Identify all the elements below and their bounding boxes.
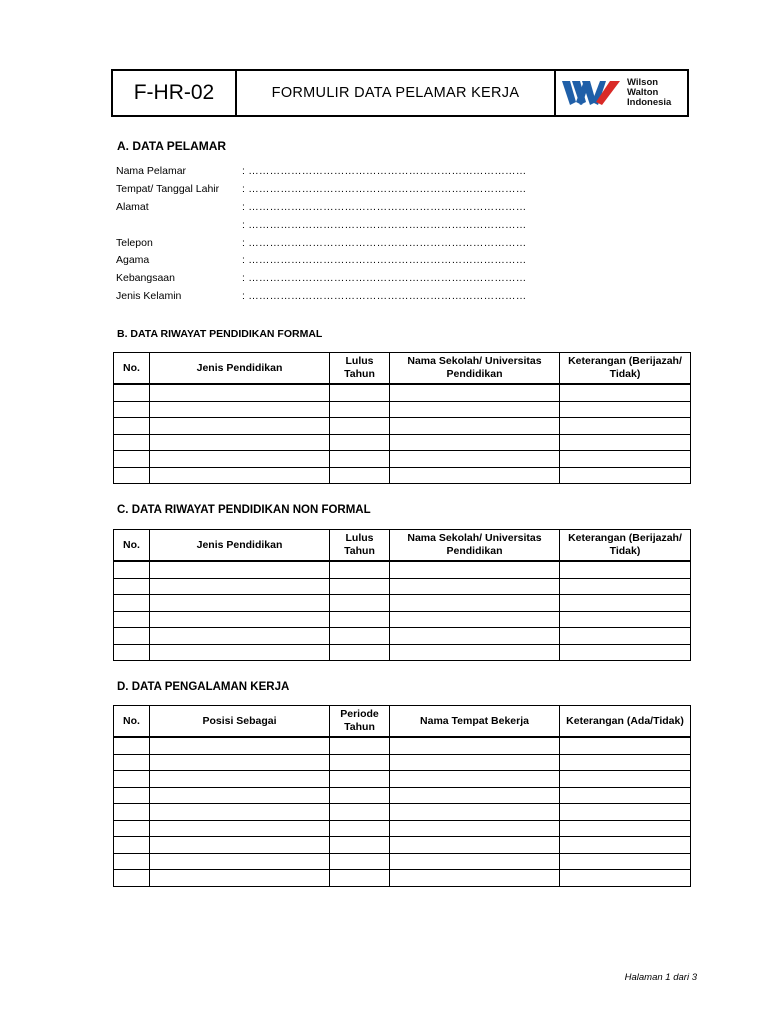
table-cell[interactable] <box>330 737 390 754</box>
column-header: Keterangan (Berijazah/ Tidak) <box>560 530 691 562</box>
form-title: FORMULIR DATA PELAMAR KERJA <box>237 71 556 115</box>
table-cell[interactable] <box>330 837 390 854</box>
table-cell[interactable] <box>390 384 560 401</box>
table-cell[interactable] <box>150 561 330 578</box>
table-row <box>114 384 691 401</box>
table-row <box>114 595 691 612</box>
section-a-title: A. DATA PELAMAR <box>117 139 227 153</box>
table-cell[interactable] <box>390 595 560 612</box>
column-header: Lulus Tahun <box>330 530 390 562</box>
table-cell[interactable] <box>390 451 560 468</box>
wilson-walton-logo-icon <box>562 78 624 108</box>
table-cell[interactable] <box>560 418 691 435</box>
table-cell[interactable] <box>390 644 560 661</box>
table-cell[interactable] <box>330 434 390 451</box>
table-cell[interactable] <box>330 870 390 887</box>
work-experience-table <box>113 705 691 887</box>
column-header: Posisi Sebagai <box>150 706 330 738</box>
table-cell[interactable] <box>330 595 390 612</box>
table-cell[interactable] <box>390 754 560 771</box>
table-cell[interactable] <box>560 804 691 821</box>
column-header: No. <box>114 353 150 385</box>
table-cell[interactable] <box>114 595 150 612</box>
table-header-row <box>114 706 691 738</box>
column-header: Nama Tempat Bekerja <box>390 706 560 738</box>
table-cell[interactable] <box>560 853 691 870</box>
field-label: Kebangsaan <box>116 272 175 285</box>
table-cell[interactable] <box>150 644 330 661</box>
table-cell[interactable] <box>114 644 150 661</box>
education-formal-table <box>113 352 691 484</box>
table-cell[interactable] <box>150 384 330 401</box>
table-cell[interactable] <box>330 628 390 645</box>
table-cell[interactable] <box>114 418 150 435</box>
table-cell[interactable] <box>560 401 691 418</box>
table-cell[interactable] <box>114 787 150 804</box>
table-cell[interactable] <box>330 578 390 595</box>
table-cell[interactable] <box>150 804 330 821</box>
field-label: Tempat/ Tanggal Lahir <box>116 182 220 195</box>
table-row <box>114 870 691 887</box>
table-cell[interactable] <box>114 578 150 595</box>
table-cell[interactable] <box>114 820 150 837</box>
table-cell[interactable] <box>390 853 560 870</box>
logo-text: Wilson Walton Indonesia <box>627 77 672 108</box>
table-cell[interactable] <box>560 644 691 661</box>
table-cell[interactable] <box>150 820 330 837</box>
column-header: Keterangan (Berijazah/ Tidak) <box>560 353 691 385</box>
table-header-row <box>114 353 691 385</box>
table-cell[interactable] <box>390 837 560 854</box>
table-header-row <box>114 530 691 562</box>
table-cell[interactable] <box>560 628 691 645</box>
table-row <box>114 771 691 788</box>
table-cell[interactable] <box>390 820 560 837</box>
section-c-title: C. DATA RIWAYAT PENDIDIKAN NON FORMAL <box>117 504 371 516</box>
table-cell[interactable] <box>560 467 691 484</box>
table-cell[interactable] <box>390 561 560 578</box>
field-input-line[interactable]: : …………………………………………………………………… <box>242 182 527 195</box>
table-row <box>114 820 691 837</box>
education-nonformal-table <box>113 529 691 661</box>
table-cell[interactable] <box>330 611 390 628</box>
table-row <box>114 837 691 854</box>
table-cell[interactable] <box>330 418 390 435</box>
table-cell[interactable] <box>330 853 390 870</box>
table-cell[interactable] <box>560 611 691 628</box>
table-cell[interactable] <box>330 401 390 418</box>
field-input-line[interactable]: : …………………………………………………………………… <box>242 236 527 249</box>
table-cell[interactable] <box>114 737 150 754</box>
column-header: Lulus Tahun <box>330 353 390 385</box>
table-cell[interactable] <box>150 853 330 870</box>
table-cell[interactable] <box>390 611 560 628</box>
table-cell[interactable] <box>390 467 560 484</box>
table-cell[interactable] <box>390 737 560 754</box>
table-cell[interactable] <box>390 771 560 788</box>
table-cell[interactable] <box>560 578 691 595</box>
column-header: No. <box>114 530 150 562</box>
field-input-line[interactable]: : …………………………………………………………………… <box>242 218 527 231</box>
company-logo <box>556 71 687 115</box>
table-cell[interactable] <box>150 611 330 628</box>
table-cell[interactable] <box>330 820 390 837</box>
form-header <box>111 69 689 117</box>
table-cell[interactable] <box>390 578 560 595</box>
table-cell[interactable] <box>114 451 150 468</box>
section-b-title: B. DATA RIWAYAT PENDIDIKAN FORMAL <box>117 328 323 340</box>
table-cell[interactable] <box>560 870 691 887</box>
table-cell[interactable] <box>560 451 691 468</box>
table-cell[interactable] <box>560 787 691 804</box>
table-cell[interactable] <box>114 401 150 418</box>
table-cell[interactable] <box>114 754 150 771</box>
table-cell[interactable] <box>560 561 691 578</box>
table-row <box>114 451 691 468</box>
field-input-line[interactable]: : …………………………………………………………………… <box>242 272 527 285</box>
table-cell[interactable] <box>390 787 560 804</box>
field-label: Agama <box>116 254 150 267</box>
table-cell[interactable] <box>330 771 390 788</box>
table-cell[interactable] <box>150 467 330 484</box>
table-cell[interactable] <box>560 384 691 401</box>
table-cell[interactable] <box>150 401 330 418</box>
table-row <box>114 853 691 870</box>
table-cell[interactable] <box>114 853 150 870</box>
table-cell[interactable] <box>390 434 560 451</box>
table-cell[interactable] <box>150 837 330 854</box>
field-input-line[interactable]: : …………………………………………………………………… <box>242 165 527 177</box>
form-code: F-HR-02 <box>113 71 237 115</box>
table-cell[interactable] <box>114 611 150 628</box>
table-cell[interactable] <box>150 434 330 451</box>
table-cell[interactable] <box>114 467 150 484</box>
column-header: Jenis Pendidikan <box>150 353 330 385</box>
table-cell[interactable] <box>560 837 691 854</box>
table-cell[interactable] <box>150 870 330 887</box>
table-row <box>114 578 691 595</box>
table-cell[interactable] <box>114 628 150 645</box>
table-row <box>114 418 691 435</box>
section-d-title: D. DATA PENGALAMAN KERJA <box>117 681 290 693</box>
table-cell[interactable] <box>114 870 150 887</box>
column-header: No. <box>114 706 150 738</box>
table-cell[interactable] <box>150 595 330 612</box>
field-label: Telepon <box>116 236 153 249</box>
field-label: Jenis Kelamin <box>116 290 182 303</box>
column-header: Keterangan (Ada/Tidak) <box>560 706 691 738</box>
field-input-line[interactable]: : …………………………………………………………………… <box>242 290 527 303</box>
table-row <box>114 787 691 804</box>
table-row <box>114 644 691 661</box>
table-cell[interactable] <box>114 771 150 788</box>
table-cell[interactable] <box>560 434 691 451</box>
field-input-line[interactable]: : …………………………………………………………………… <box>242 254 527 267</box>
table-cell[interactable] <box>330 787 390 804</box>
table-cell[interactable] <box>150 787 330 804</box>
table-cell[interactable] <box>114 434 150 451</box>
table-row <box>114 628 691 645</box>
table-cell[interactable] <box>390 870 560 887</box>
table-row <box>114 737 691 754</box>
table-row <box>114 434 691 451</box>
table-cell[interactable] <box>150 451 330 468</box>
column-header: Jenis Pendidikan <box>150 530 330 562</box>
table-cell[interactable] <box>330 561 390 578</box>
table-cell[interactable] <box>114 384 150 401</box>
table-cell[interactable] <box>330 804 390 821</box>
field-label: Nama Pelamar <box>116 165 187 177</box>
table-cell[interactable] <box>330 754 390 771</box>
column-header: Periode Tahun <box>330 706 390 738</box>
table-cell[interactable] <box>390 418 560 435</box>
page-number: Halaman 1 dari 3 <box>624 972 697 983</box>
table-cell[interactable] <box>150 628 330 645</box>
table-cell[interactable] <box>560 771 691 788</box>
table-row <box>114 401 691 418</box>
column-header: Nama Sekolah/ Universitas Pendidikan <box>390 353 560 385</box>
table-cell[interactable] <box>114 561 150 578</box>
table-cell[interactable] <box>150 737 330 754</box>
table-cell[interactable] <box>330 384 390 401</box>
field-label: Alamat <box>116 200 149 213</box>
table-row <box>114 754 691 771</box>
table-cell[interactable] <box>150 754 330 771</box>
table-cell[interactable] <box>560 595 691 612</box>
table-cell[interactable] <box>330 644 390 661</box>
table-cell[interactable] <box>560 754 691 771</box>
table-cell[interactable] <box>150 771 330 788</box>
table-row <box>114 561 691 578</box>
table-cell[interactable] <box>150 578 330 595</box>
table-cell[interactable] <box>390 628 560 645</box>
table-cell[interactable] <box>150 418 330 435</box>
table-cell[interactable] <box>390 401 560 418</box>
table-cell[interactable] <box>330 467 390 484</box>
table-cell[interactable] <box>114 837 150 854</box>
column-header: Nama Sekolah/ Universitas Pendidikan <box>390 530 560 562</box>
table-row <box>114 467 691 484</box>
table-cell[interactable] <box>390 804 560 821</box>
table-cell[interactable] <box>330 451 390 468</box>
table-cell[interactable] <box>560 737 691 754</box>
table-cell[interactable] <box>114 804 150 821</box>
table-cell[interactable] <box>560 820 691 837</box>
table-row <box>114 804 691 821</box>
table-row <box>114 611 691 628</box>
field-input-line[interactable]: : …………………………………………………………………… <box>242 200 527 213</box>
